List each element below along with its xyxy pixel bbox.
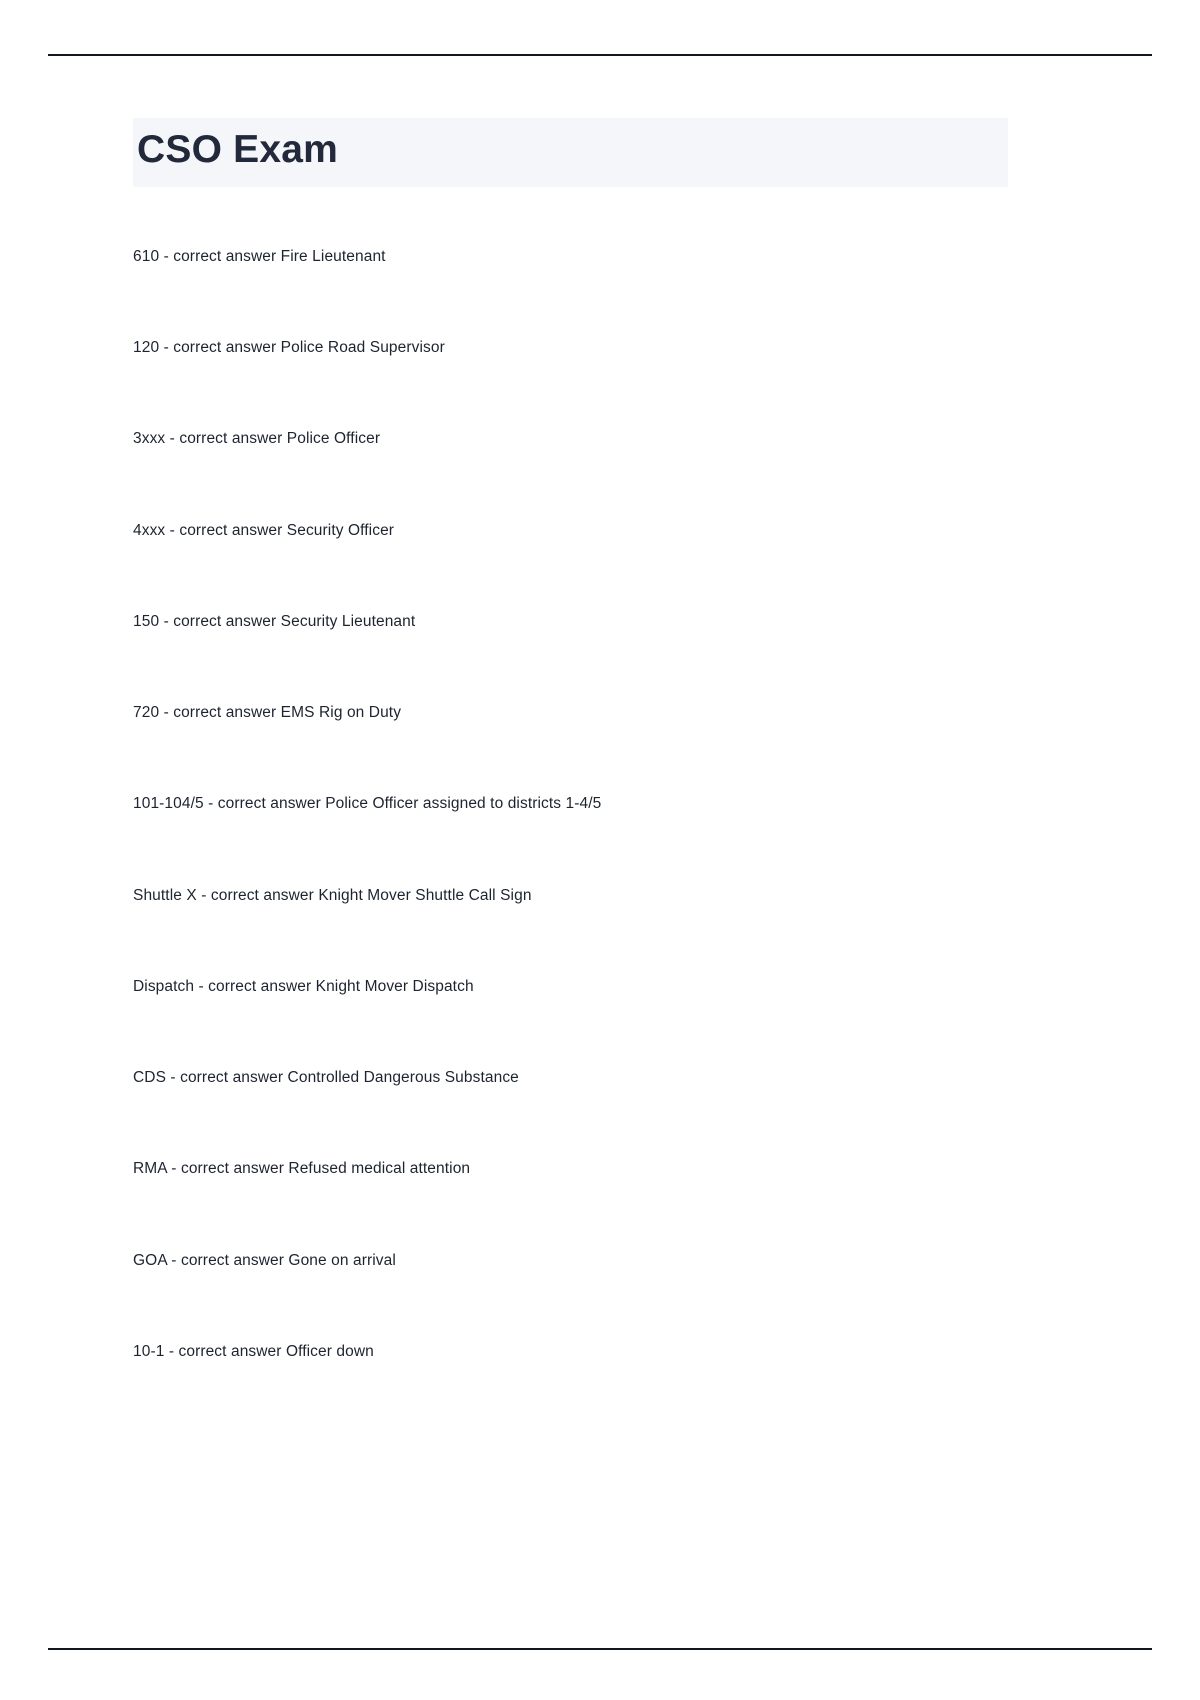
footer-divider bbox=[48, 1648, 1152, 1650]
list-item: 150 - correct answer Security Lieutenant bbox=[133, 612, 416, 630]
page-title: CSO Exam bbox=[137, 128, 339, 171]
title-band bbox=[133, 118, 1008, 187]
list-item: 720 - correct answer EMS Rig on Duty bbox=[133, 704, 402, 722]
list-item: RMA - correct answer Refused medical attention bbox=[133, 1160, 471, 1178]
document-content bbox=[133, 118, 1008, 1363]
qa-list bbox=[133, 245, 1008, 1363]
list-item: 4xxx - correct answer Security Officer bbox=[133, 521, 395, 539]
list-item: CDS - correct answer Controlled Dangerous Substance bbox=[133, 1069, 519, 1087]
list-item: Dispatch - correct answer Knight Mover Dispatch bbox=[133, 977, 474, 995]
list-item: Shuttle X - correct answer Knight Mover Shuttle Call Sign bbox=[133, 886, 532, 904]
list-item: 120 - correct answer Police Road Supervisor bbox=[133, 339, 445, 357]
list-item: 101-104/5 - correct answer Police Officer assigned to districts 1-4/5 bbox=[133, 795, 602, 813]
list-item: 3xxx - correct answer Police Officer bbox=[133, 430, 381, 448]
list-item: 610 - correct answer Fire Lieutenant bbox=[133, 247, 386, 265]
list-item: GOA - correct answer Gone on arrival bbox=[133, 1251, 396, 1269]
header-divider bbox=[48, 54, 1152, 56]
list-item: 10-1 - correct answer Officer down bbox=[133, 1342, 374, 1360]
